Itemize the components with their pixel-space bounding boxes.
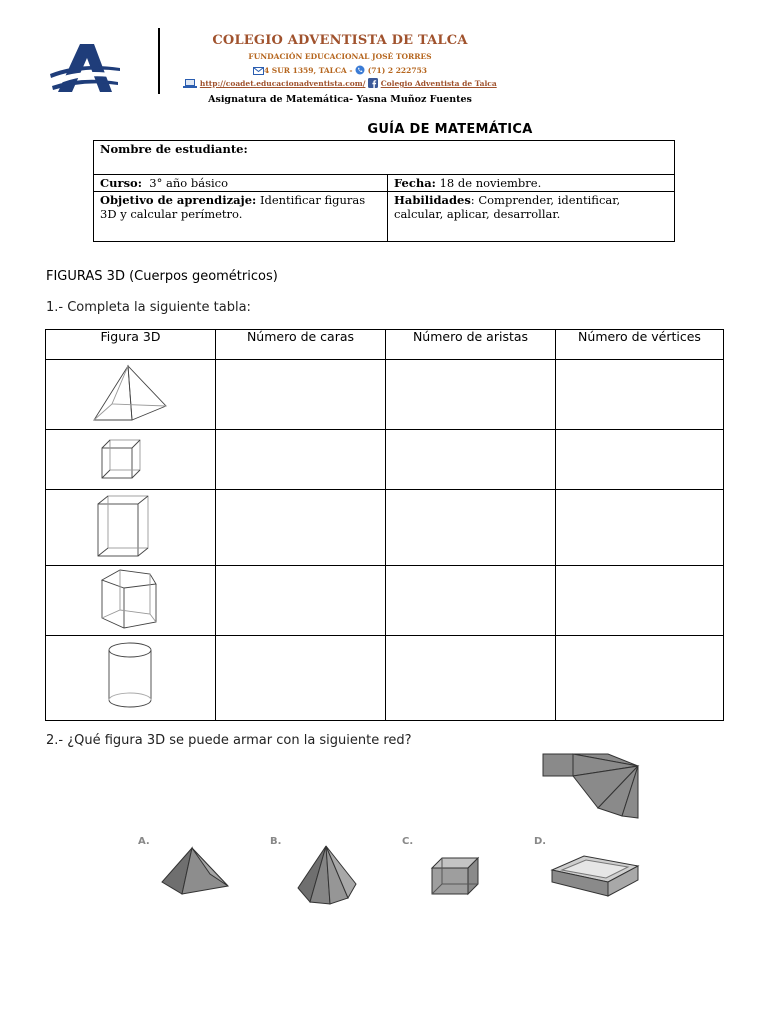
vertices-answer-cell[interactable] bbox=[556, 490, 724, 566]
school-name: COLEGIO ADVENTISTA DE TALCA bbox=[212, 33, 468, 48]
header-figure: Figura 3D bbox=[46, 330, 216, 360]
page-title: GUÍA DE MATEMÁTICA bbox=[367, 122, 533, 137]
student-name-field[interactable] bbox=[94, 141, 675, 175]
skills-cell bbox=[388, 192, 675, 242]
website-link[interactable]: http://coadet.educacionadventista.com/ bbox=[199, 79, 366, 88]
facebook-icon bbox=[368, 78, 378, 88]
edges-answer-cell[interactable] bbox=[386, 566, 556, 636]
option-b-hexagonal-pyramid-icon[interactable] bbox=[296, 844, 360, 906]
option-d-label: D. bbox=[534, 836, 547, 847]
table-row bbox=[46, 636, 724, 721]
faces-answer-cell[interactable] bbox=[216, 430, 386, 490]
envelope-icon bbox=[253, 67, 264, 75]
option-b-label: B. bbox=[270, 836, 282, 847]
vertices-answer-cell[interactable] bbox=[556, 636, 724, 721]
rectangular-prism-icon bbox=[46, 490, 215, 562]
course-label: Curso: bbox=[100, 176, 142, 190]
faces-answer-cell[interactable] bbox=[216, 636, 386, 721]
date-value: 18 de noviembre. bbox=[439, 176, 542, 190]
facebook-link[interactable]: Colegio Adventista de Talca bbox=[380, 79, 497, 88]
date-cell bbox=[388, 175, 675, 192]
table-row bbox=[46, 430, 724, 490]
faces-answer-cell[interactable] bbox=[216, 360, 386, 430]
table-row bbox=[46, 360, 724, 430]
option-a-square-pyramid-icon[interactable] bbox=[160, 846, 232, 896]
edges-answer-cell[interactable] bbox=[386, 360, 556, 430]
option-a-label: A. bbox=[138, 836, 150, 847]
vertices-answer-cell[interactable] bbox=[556, 566, 724, 636]
pentagonal-prism-icon bbox=[46, 566, 215, 632]
objective-label: Objetivo de aprendizaje: bbox=[100, 193, 257, 207]
foundation-name: FUNDACIÓN EDUCACIONAL JOSÉ TORRES bbox=[248, 52, 432, 61]
skills-label: Habilidades bbox=[394, 193, 471, 207]
figure-cell bbox=[46, 430, 216, 490]
edges-answer-cell[interactable] bbox=[386, 490, 556, 566]
objective-cell bbox=[94, 192, 388, 242]
option-c-cube-icon[interactable] bbox=[430, 854, 482, 898]
figure-cell bbox=[46, 566, 216, 636]
phone-icon bbox=[355, 65, 365, 75]
vertices-answer-cell[interactable] bbox=[556, 360, 724, 430]
table-row bbox=[46, 566, 724, 636]
objective-value: Identificar figuras 3D y calcular perímetro. bbox=[100, 193, 366, 221]
pyramid-net-icon bbox=[540, 752, 646, 820]
address-text: 4 SUR 1359, TALCA - bbox=[263, 66, 353, 75]
phone-text: (71) 2 222753 bbox=[367, 66, 428, 75]
student-name-label: Nombre de estudiante: bbox=[100, 142, 248, 156]
date-label: Fecha: bbox=[394, 176, 436, 190]
address-line bbox=[160, 65, 520, 75]
figure-cell bbox=[46, 490, 216, 566]
school-logo bbox=[50, 40, 120, 96]
figures-table bbox=[45, 329, 724, 721]
skills-value: : Comprender, identificar, calcular, aplicar, desarrollar. bbox=[394, 193, 621, 221]
pyramid-icon bbox=[46, 360, 215, 426]
course-value: 3° año básico bbox=[149, 176, 229, 190]
table-row bbox=[46, 490, 724, 566]
question-1: 1.- Completa la siguiente tabla: bbox=[46, 300, 251, 315]
course-cell bbox=[94, 175, 388, 192]
subject-line: Asignatura de Matemática- Yasna Muñoz Fuentes bbox=[208, 94, 472, 105]
header-faces: Número de caras bbox=[216, 330, 386, 360]
student-info-table bbox=[93, 140, 675, 242]
cylinder-icon bbox=[46, 636, 215, 717]
edges-answer-cell[interactable] bbox=[386, 636, 556, 721]
faces-answer-cell[interactable] bbox=[216, 566, 386, 636]
option-d-open-box-icon[interactable] bbox=[550, 854, 640, 898]
header-vertices: Número de vértices bbox=[556, 330, 724, 360]
header-edges: Número de aristas bbox=[386, 330, 556, 360]
cube-icon bbox=[46, 430, 215, 486]
faces-answer-cell[interactable] bbox=[216, 490, 386, 566]
question-2: 2.- ¿Qué figura 3D se puede armar con la siguiente red? bbox=[46, 733, 412, 748]
vertices-answer-cell[interactable] bbox=[556, 430, 724, 490]
section-title: FIGURAS 3D (Cuerpos geométricos) bbox=[46, 269, 278, 284]
links-line bbox=[160, 78, 520, 88]
option-c-label: C. bbox=[402, 836, 414, 847]
laptop-icon bbox=[183, 79, 197, 88]
edges-answer-cell[interactable] bbox=[386, 430, 556, 490]
figure-cell bbox=[46, 636, 216, 721]
figure-cell bbox=[46, 360, 216, 430]
